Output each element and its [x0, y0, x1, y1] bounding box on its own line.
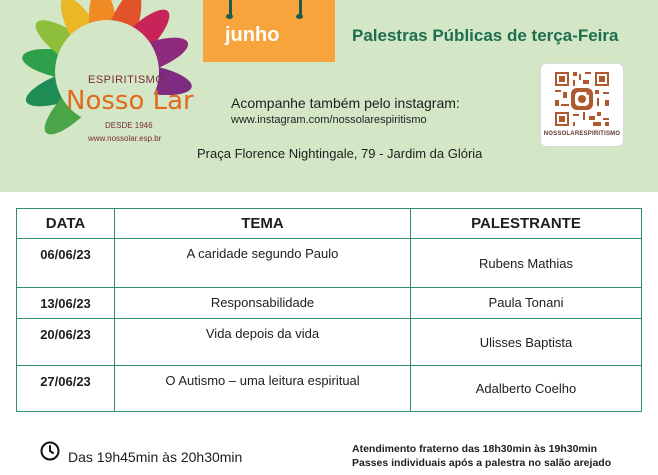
- tag-hook-right: [299, 0, 302, 16]
- column-header-topic: TEMA: [115, 209, 411, 239]
- month-tag: [203, 0, 335, 62]
- table-row: [17, 288, 642, 319]
- row-topic: O Autismo – uma leitura espiritual: [115, 366, 411, 412]
- row-date: 13/06/23: [17, 288, 115, 319]
- row-topic: A caridade segundo Paulo: [115, 239, 411, 288]
- brand-site-link[interactable]: www.nossolar.esp.br: [88, 134, 162, 143]
- row-topic: Vida depois da vida: [115, 319, 411, 366]
- instagram-link[interactable]: www.instagram.com/nossolarespiritismo: [231, 114, 427, 126]
- column-header-date: DATA: [17, 209, 115, 239]
- table-row: [17, 319, 642, 366]
- address: Praça Florence Nightingale, 79 - Jardim da Glória: [197, 146, 483, 161]
- row-topic: Responsabilidade: [115, 288, 411, 319]
- instagram-text: Acompanhe também pelo instagram:: [231, 95, 460, 111]
- column-header-speaker: PALESTRANTE: [411, 209, 642, 239]
- row-speaker: Ulisses Baptista: [411, 319, 642, 366]
- fraternal-care-note: Atendimento fraterno das 18h30min às 19h30min: [352, 443, 598, 455]
- row-speaker: Rubens Mathias: [411, 239, 642, 288]
- header-banner: [0, 0, 658, 192]
- table-row: [17, 366, 642, 412]
- row-speaker: Adalberto Coelho: [411, 366, 642, 412]
- row-date: 06/06/23: [17, 239, 115, 288]
- row-date: 27/06/23: [17, 366, 115, 412]
- qr-card[interactable]: [540, 63, 624, 147]
- row-speaker: Paula Tonani: [411, 288, 642, 319]
- row-date: 20/06/23: [17, 319, 115, 366]
- schedule-table: [16, 208, 642, 412]
- passes-note: Passes individuais após a palestra no salão arejado: [352, 457, 612, 469]
- series-title: Palestras Públicas de terça-Feira: [352, 26, 619, 45]
- brand-name: Nosso Lar: [66, 86, 194, 116]
- brand-since: DESDE 1946: [105, 121, 153, 130]
- time-label: Das 19h45min às 20h30min: [68, 449, 243, 465]
- qr-caption: NOSSOLARESPIRITISMO: [543, 131, 621, 137]
- table-row: [17, 239, 642, 288]
- month-label: junho: [225, 24, 280, 46]
- clock-icon: [40, 441, 60, 461]
- brand-top-label: ESPIRITISMO: [88, 74, 165, 86]
- tag-hook-left: [229, 0, 232, 16]
- table-header-row: [17, 209, 642, 239]
- qr-code-icon: [553, 70, 611, 128]
